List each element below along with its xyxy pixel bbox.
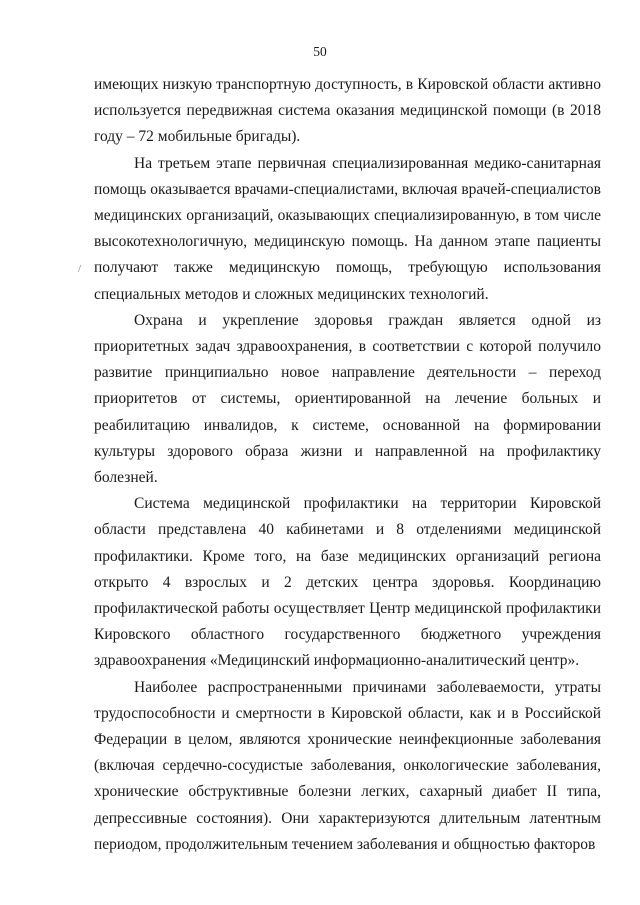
margin-mark: /	[78, 263, 82, 275]
page-number: 50	[313, 44, 327, 59]
paragraph-1: имеющих низкую транспортную доступность, в Кировской области активно используется передвижная система оказания медицинской помощи (в 2018 году – 72 мобильные бригады).	[94, 76, 601, 146]
paragraph-4: Система медицинской профилактики на территории Кировской области представлена 40 кабинетами и 8 отделениями медицинской профилактики. Кроме того, на базе медицинских организаций региона открыто 4 взрослых и 2 детских центра здоровья. Координацию профилактической работы осуществляет Центр медицинской профилактики Кировского областного государственного бюджетного учреждения здравоохранения «Медицинский информационно-аналитический центр».	[94, 495, 601, 670]
paragraph-3: Охрана и укрепление здоровья граждан является одной из приоритетных задач здравоохранения, в соответствии с которой получило развитие принципиально новое направление деятельности – переход приоритетов от системы, ориентированной на лечение больных и реабилитацию инвалидов, к системе, основанной на формировании культуры здорового образа жизни и направленной на профилактику болезней.	[94, 311, 601, 487]
paragraph-5: Наиболее распространенными причинами заболеваемости, утраты трудоспособности и смертности в Кировской области, как и в Российской Федерации в целом, являются хронические неинфекционные заболевания (включая сердечно-сосудистые заболевания, онкологические заболевания, хронические обструктивные болезни легких, сахарный диабет II типа, депрессивные состояния). Они характеризуются длительным латентным периодом, продолжительным течением заболевания и общностью факторов	[94, 678, 601, 853]
body-text	[94, 72, 601, 858]
paragraph-2: На третьем этапе первичная специализированная медико-санитарная помощь оказывается врачами-специалистами, включая врачей-специалистов медицинских организаций, оказывающих специализированную, в том числе высокотехнологичную, медицинскую помощь. На данном этапе пациенты получают также медицинскую помощь, требующую использования специальных методов и сложных медицинских технологий.	[94, 154, 601, 303]
